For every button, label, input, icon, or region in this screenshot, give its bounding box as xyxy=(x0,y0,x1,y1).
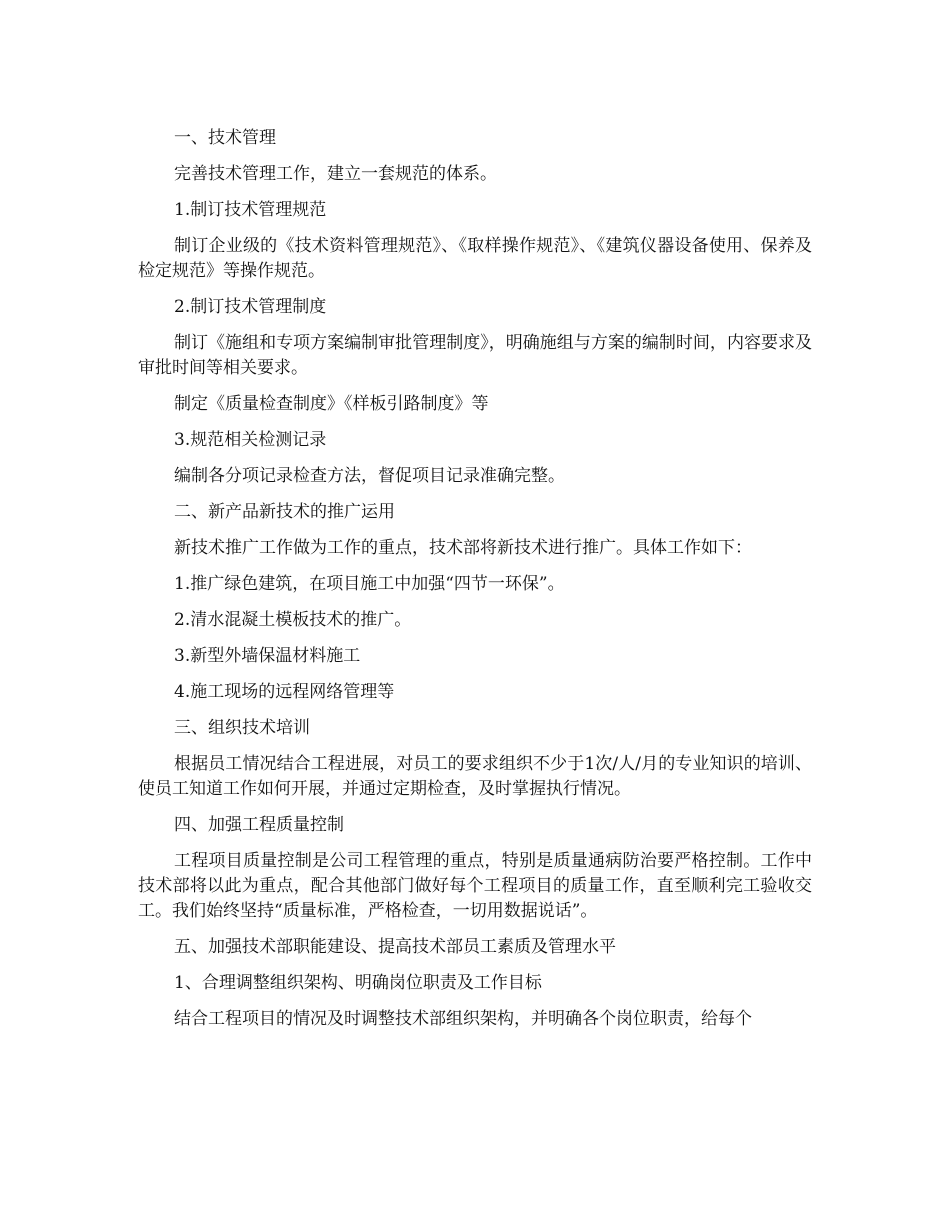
heading-quality-control: 四、加强工程质量控制 xyxy=(174,815,344,835)
body-paragraph: 新技术推广工作做为工作的重点，技术部将新技术进行推广。具体工作如下： xyxy=(174,538,752,558)
body-paragraph: 结合工程项目的情况及时调整技术部组织架构，并明确各个岗位职责，给每个 xyxy=(174,1009,752,1029)
list-item: 2.清水混凝土模板技术的推广。 xyxy=(174,610,412,630)
document-body xyxy=(138,126,812,1043)
heading-department-building: 五、加强技术部职能建设、提高技术部员工素质及管理水平 xyxy=(174,937,616,957)
list-item: 1.推广绿色建筑，在项目施工中加强“四节一环保”。 xyxy=(174,574,565,594)
body-paragraph: 完善技术管理工作，建立一套规范的体系。 xyxy=(174,164,497,184)
body-paragraph: 制订《施组和专项方案编制审批管理制度》，明确施组与方案的编制时间，内容要求及审批时间等相关要求。 xyxy=(138,333,812,378)
list-item: 4.施工现场的远程网络管理等 xyxy=(174,682,395,702)
body-paragraph: 编制各分项记录检查方法，督促项目记录准确完整。 xyxy=(174,466,565,486)
list-item: 3.规范相关检测记录 xyxy=(174,430,327,450)
list-item: 1.制订技术管理规范 xyxy=(174,200,327,220)
list-item: 3.新型外墙保温材料施工 xyxy=(174,646,361,666)
body-paragraph: 制定《质量检查制度》《样板引路制度》等 xyxy=(174,394,489,414)
list-item: 1、合理调整组织架构、明确岗位职责及工作目标 xyxy=(174,973,542,993)
body-paragraph: 制订企业级的《技术资料管理规范》、《取样操作规范》、《建筑仪器设备使用、保养及检定规范》等操作规范。 xyxy=(138,236,812,281)
body-paragraph: 根据员工情况结合工程进展，对员工的要求组织不少于1次/人/月的专业知识的培训、使员工知道工作如何开展，并通过定期检查，及时掌握执行情况。 xyxy=(138,754,812,799)
heading-new-technology: 二、新产品新技术的推广运用 xyxy=(174,502,395,522)
heading-technical-management: 一、技术管理 xyxy=(174,128,276,148)
list-item: 2.制订技术管理制度 xyxy=(174,297,327,317)
body-paragraph: 工程项目质量控制是公司工程管理的重点，特别是质量通病防治要严格控制。工作中技术部将以此为重点，配合其他部门做好每个工程项目的质量工作，直至顺利完工验收交工。我们始终坚持“质量标准，严格检查，一切用数据说话”。 xyxy=(138,851,812,921)
heading-technical-training: 三、组织技术培训 xyxy=(174,718,310,738)
